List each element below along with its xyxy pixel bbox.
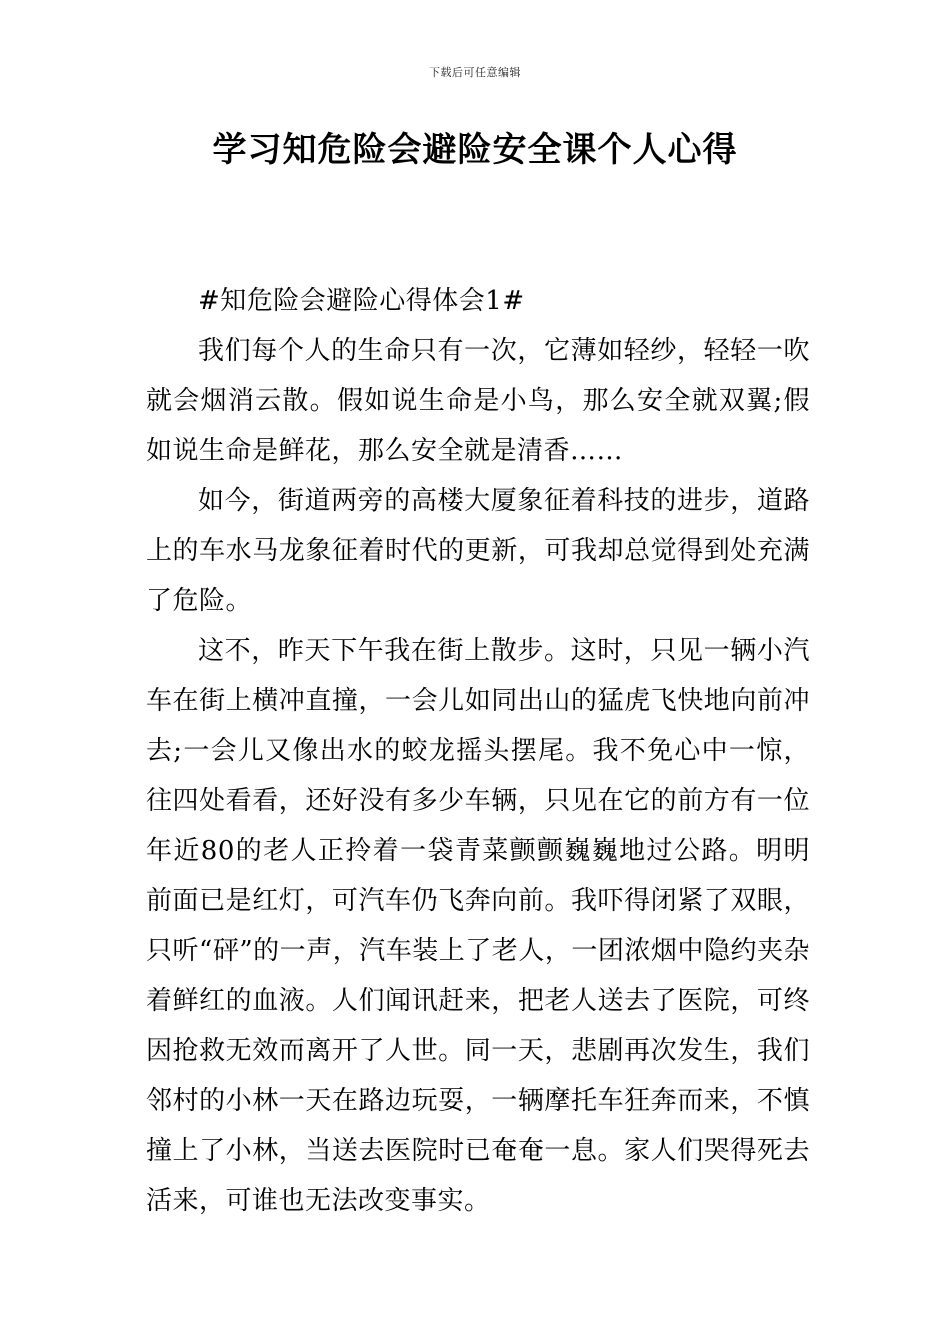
paragraph: 我们每个人的生命只有一次，它薄如轻纱，轻轻一吹就会烟消云散。假如说生命是小鸟，那么安全就双翼;假如说生命是鲜花，那么安全就是清香…… <box>146 336 810 466</box>
paragraph: 如今，街道两旁的高楼大厦象征着科技的进步，道路上的车水马龙象征着时代的更新，可我却总觉得到处充满了危险。 <box>146 486 810 616</box>
section-heading: #知危险会避险心得体会1# <box>198 286 525 316</box>
header-note: 下载后可任意编辑 <box>429 66 521 79</box>
document-title: 学习知危险会避险安全课个人心得 <box>212 130 738 170</box>
document-body <box>146 276 810 1226</box>
paragraph: 这不，昨天下午我在街上散步。这时，只见一辆小汽车在街上横冲直撞，一会儿如同出山的猛虎飞快地向前冲去;一会儿又像出水的蛟龙摇头摆尾。我不免心中一惊，往四处看看，还好没有多少车辆，只见在它的前方有一位年近80的老人正拎着一袋青菜颤颤巍巍地过公路。明明前面已是红灯，可汽车仍飞奔向前。我吓得闭紧了双眼，只听“砰”的一声，汽车装上了老人，一团浓烟中隐约夹杂着鲜红的血液。人们闻讯赶来，把老人送去了医院，可终因抢救无效而离开了人世。同一天，悲剧再次发生，我们邻村的小林一天在路边玩耍，一辆摩托车狂奔而来，不慎撞上了小林，当送去医院时已奄奄一息。家人们哭得死去活来，可谁也无法改变事实。 <box>146 636 810 1216</box>
